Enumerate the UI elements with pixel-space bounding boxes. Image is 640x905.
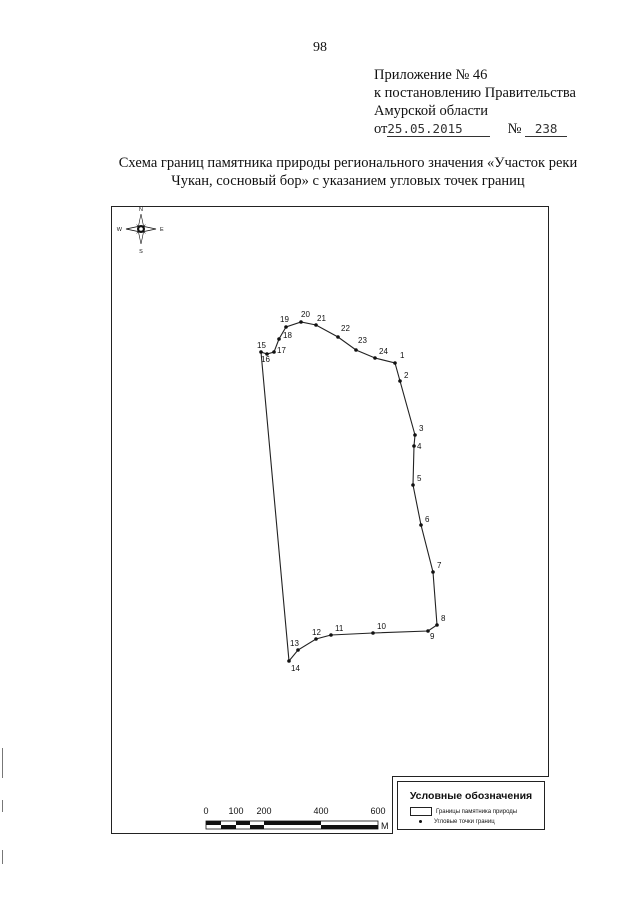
boundary-point-label: 7 xyxy=(437,561,442,570)
boundary-point-8 xyxy=(435,623,439,627)
boundary-point-13 xyxy=(296,648,300,652)
scale-tick-0: 0 xyxy=(203,806,209,816)
boundary-point-17 xyxy=(272,350,276,354)
compass-rose-icon xyxy=(117,207,164,255)
boundary-point-23 xyxy=(354,348,358,352)
decree-date: 25.05.2015 xyxy=(387,122,490,137)
boundary-point-label: 5 xyxy=(417,474,422,483)
map-title-line-1: Схема границ памятника природы регионального значения «Участок реки xyxy=(118,155,578,171)
boundary-point-21 xyxy=(314,323,318,327)
map-title-line-2: Чукан, сосновый бор» с указанием угловых точек границ xyxy=(171,173,525,189)
compass-e-label: E xyxy=(160,227,164,233)
appendix-region: Амурской области xyxy=(374,103,488,119)
number-prefix: № xyxy=(507,121,522,137)
boundary-point-label: 23 xyxy=(358,336,367,345)
boundary-point-7 xyxy=(431,570,435,574)
boundary-point-19 xyxy=(284,325,288,329)
boundary-swatch-icon xyxy=(410,807,432,816)
boundary-point-label: 16 xyxy=(261,355,270,364)
boundary-point-label: 13 xyxy=(290,639,299,648)
boundary-point-12 xyxy=(314,637,318,641)
boundary-point-label: 2 xyxy=(404,371,409,380)
boundary-point-label: 8 xyxy=(441,614,446,623)
legend-box xyxy=(397,781,545,830)
scale-tick-400: 400 xyxy=(313,806,329,816)
boundary-point-3 xyxy=(413,433,417,437)
boundary-point-label: 3 xyxy=(419,424,424,433)
appendix-title: Приложение № 46 xyxy=(374,67,488,83)
boundary-point-label: 21 xyxy=(317,314,326,323)
scale-tick-100: 100 xyxy=(228,806,244,816)
legend-item-points xyxy=(410,819,495,825)
boundary-point-label: 24 xyxy=(379,347,388,356)
boundary-point-14 xyxy=(287,659,291,663)
boundary-point-22 xyxy=(336,335,340,339)
compass-s-label: S xyxy=(139,249,143,255)
boundary-point-20 xyxy=(299,320,303,324)
margin-mark xyxy=(2,748,3,778)
boundary-point-11 xyxy=(329,633,333,637)
boundary-point-15 xyxy=(259,350,263,354)
boundary-point-2 xyxy=(398,379,402,383)
boundary-point-24 xyxy=(373,356,377,360)
boundary-point-4 xyxy=(412,444,416,448)
map-legend xyxy=(392,776,549,834)
point-marker-icon xyxy=(410,819,430,825)
boundary-point-label: 20 xyxy=(301,310,310,319)
margin-mark xyxy=(2,850,3,864)
boundary-point-label: 10 xyxy=(377,622,386,631)
scale-unit: М xyxy=(381,821,389,831)
boundary-point-label: 22 xyxy=(341,324,350,333)
legend-item-label: Угловые точки границ xyxy=(434,819,495,825)
decree-number: 238 xyxy=(525,122,567,137)
boundary-point-label: 9 xyxy=(430,632,435,641)
boundary-point-label: 18 xyxy=(283,331,292,340)
boundary-point-label: 6 xyxy=(425,515,430,524)
compass-w-label: W xyxy=(116,227,122,233)
boundary-point-label: 4 xyxy=(417,442,422,451)
boundary-point-label: 12 xyxy=(312,628,321,637)
scale-bar xyxy=(203,806,388,831)
boundary-point-18 xyxy=(277,337,281,341)
boundary-point-label: 1 xyxy=(400,351,405,360)
scale-tick-600: 600 xyxy=(370,806,386,816)
appendix-decree: к постановлению Правительства xyxy=(374,85,576,101)
scale-tick-200: 200 xyxy=(256,806,272,816)
legend-title: Условные обозначения xyxy=(409,790,533,802)
boundary-point-label: 11 xyxy=(335,624,344,633)
legend-item-label: Границы памятника природы xyxy=(436,808,518,815)
page-number: 98 xyxy=(313,40,327,55)
boundary-point-10 xyxy=(371,631,375,635)
boundary-point-label: 17 xyxy=(277,346,286,355)
boundary-point-label: 19 xyxy=(280,315,289,324)
boundary-point-1 xyxy=(393,361,397,365)
boundary-point-label: 15 xyxy=(257,341,266,350)
boundary-point-label: 14 xyxy=(291,664,300,673)
boundary-point-6 xyxy=(419,523,423,527)
protected-area-boundary xyxy=(261,322,437,661)
date-prefix: от xyxy=(374,121,388,137)
boundary-point-5 xyxy=(411,483,415,487)
legend-item-boundary xyxy=(410,807,517,816)
compass-n-label: N xyxy=(139,207,143,213)
margin-mark xyxy=(2,800,3,812)
